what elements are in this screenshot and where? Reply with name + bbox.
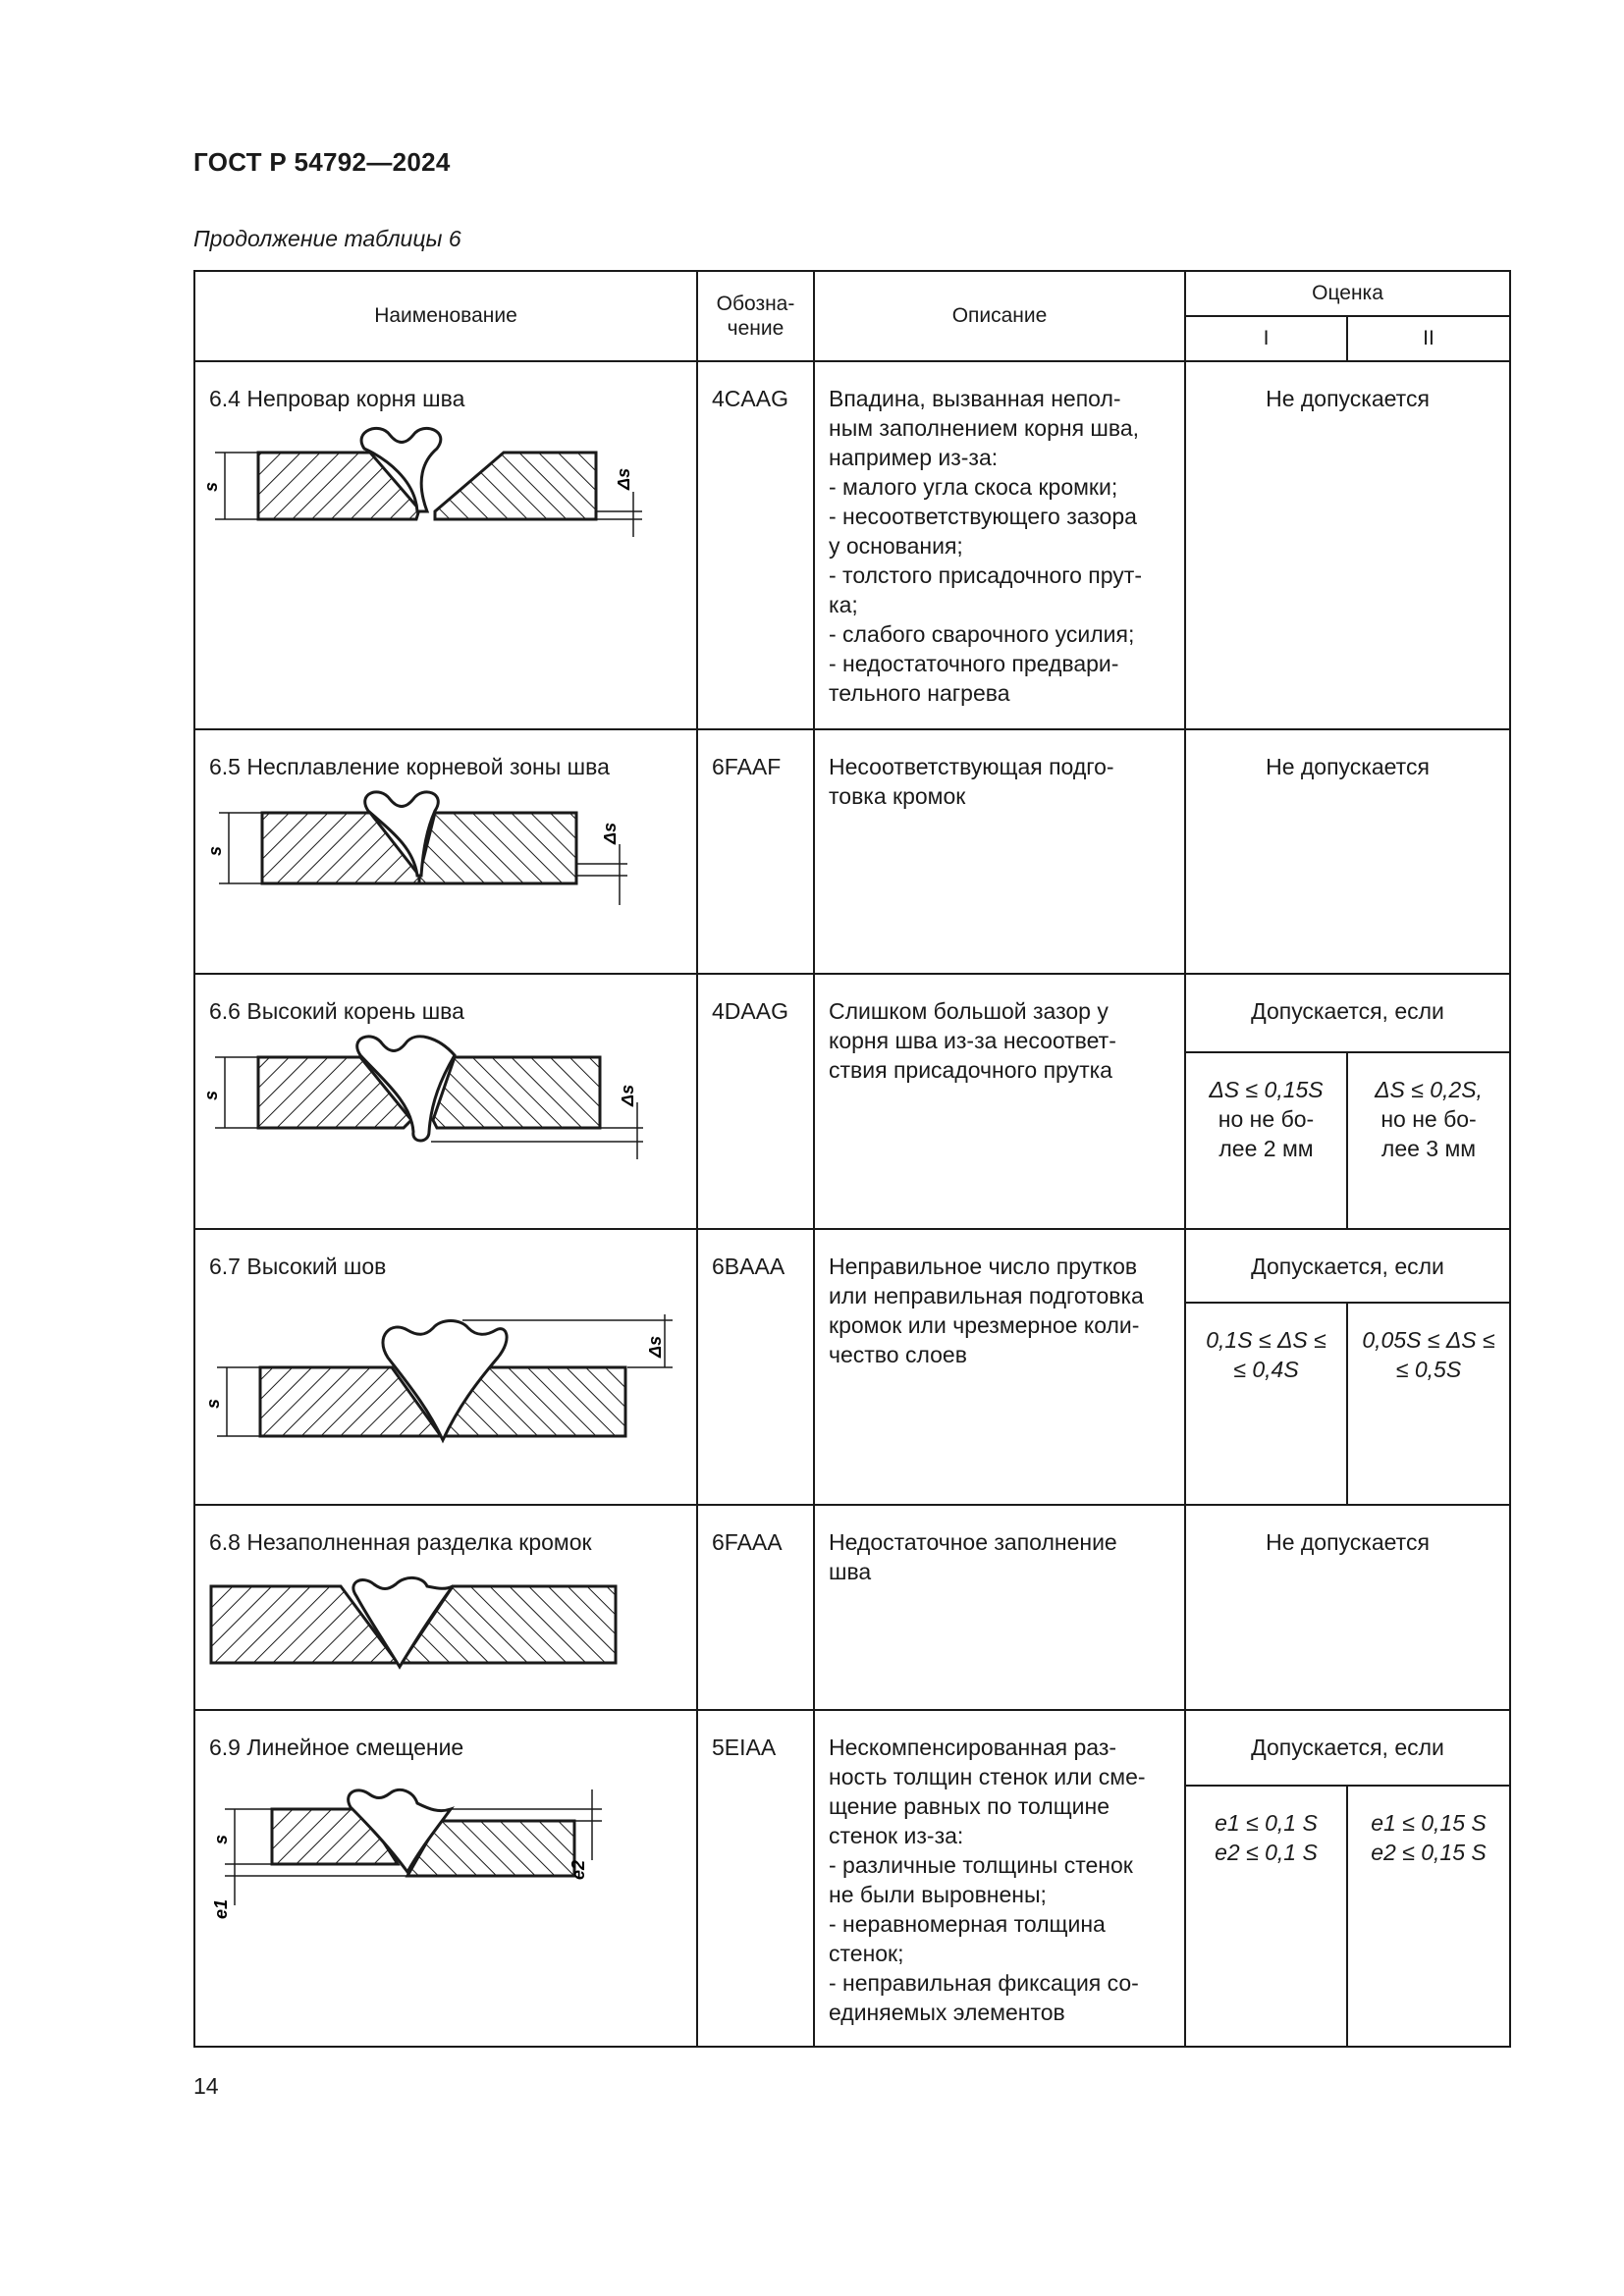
level-1-text: e1 ≤ 0,1 S e2 ≤ 0,1 S: [1215, 1810, 1318, 1865]
header-level-2: II: [1347, 316, 1510, 361]
description-cell: [814, 974, 1185, 1229]
assessment-cell: [1185, 729, 1510, 974]
header-assessment: Оценка: [1185, 271, 1510, 316]
name-cell: [194, 974, 697, 1229]
sketch-label-e1: e1: [211, 1898, 231, 1919]
level-2-cell: [1347, 1303, 1510, 1505]
level-1-cell: [1185, 1786, 1347, 2047]
description-cell: [814, 361, 1185, 729]
assessment-header-cell: [1185, 1229, 1510, 1303]
defect-description: Нескомпенсированная раз- ность толщин стенок или сме- щение равных по толщине стенок из-за: - различные толщины стенок не были выровнены; - неравномерная толщина стенок; - неправильная фиксация со- единяемых элементов: [829, 1735, 1146, 2025]
name-cell: [194, 729, 697, 974]
sketch-label-s: s: [201, 481, 221, 492]
name-cell: [194, 1710, 697, 2047]
header-level-1: I: [1185, 316, 1347, 361]
assessment-text: Не допускается: [1266, 754, 1430, 779]
description-cell: [814, 1710, 1185, 2047]
assessment-text: Допускается, если: [1251, 998, 1444, 1024]
level-2-text: 0,05S ≤ ΔS ≤ ≤ 0,5S: [1362, 1327, 1495, 1382]
sketch-excessive-weld: [195, 1289, 686, 1446]
table-row: [194, 1505, 1510, 1710]
code-cell: [697, 361, 814, 729]
assessment-header-cell: [1185, 974, 1510, 1052]
level-2-text: ΔS ≤ 0,2S, но не бо- лее 3 мм: [1375, 1077, 1483, 1161]
document-title: ГОСТ Р 54792—2024: [193, 147, 451, 177]
sketch-excessive-root: [195, 1034, 686, 1161]
sketch-label-s: s: [205, 845, 225, 856]
assessment-header-cell: [1185, 1710, 1510, 1786]
defect-name: 6.5 Несплавление корневой зоны шва: [209, 754, 610, 779]
sketch-lack-of-root-fusion: [195, 789, 686, 907]
assessment-text: Не допускается: [1266, 386, 1430, 411]
table-row: [194, 1710, 1510, 1786]
name-cell: [194, 1505, 697, 1710]
code-cell: [697, 974, 814, 1229]
code-cell: [697, 729, 814, 974]
assessment-cell: [1185, 1505, 1510, 1710]
defect-description: Слишком большой зазор у корня шва из-за несоответ- ствия присадочного прутка: [829, 998, 1116, 1083]
sketch-label-s: s: [211, 1834, 231, 1844]
code-cell: [697, 1229, 814, 1505]
sketch-label-delta-s: Δs: [600, 822, 620, 844]
assessment-cell: [1185, 361, 1510, 729]
level-1-cell: [1185, 1303, 1347, 1505]
defect-code: 5EIAA: [712, 1735, 777, 1760]
code-cell: [697, 1710, 814, 2047]
defects-table: [193, 270, 1511, 2048]
sketch-label-s: s: [203, 1398, 223, 1409]
defect-description: Впадина, вызванная непол- ным заполнением корня шва, например из-за: - малого угла скоса кромки; - несоответствующего зазора у основания; - толстого присадочного прут- ка; - слабого сварочного усилия; - недостаточного предвари- тельного нагрева: [829, 386, 1142, 706]
defect-code: 6FAAA: [712, 1529, 783, 1555]
header-code: Обозна- чение: [697, 271, 814, 361]
defect-code: 4CAAG: [712, 386, 788, 411]
defect-code: 6BAAA: [712, 1254, 785, 1279]
level-1-cell: [1185, 1052, 1347, 1229]
name-cell: [194, 361, 697, 729]
name-cell: [194, 1229, 697, 1505]
sketch-label-e2: e2: [568, 1859, 588, 1880]
sketch-incompletely-filled-groove: [195, 1565, 686, 1682]
header-description: Описание: [814, 271, 1185, 361]
header-name: Наименование: [194, 271, 697, 361]
defect-code: 4DAAG: [712, 998, 788, 1024]
defect-name: 6.8 Незаполненная разделка кромок: [209, 1529, 592, 1555]
defect-name: 6.9 Линейное смещение: [209, 1735, 464, 1760]
sketch-label-delta-s: Δs: [614, 467, 633, 490]
level-1-text: 0,1S ≤ ΔS ≤ ≤ 0,4S: [1206, 1327, 1326, 1382]
assessment-text: Допускается, если: [1251, 1735, 1444, 1760]
defect-name: 6.6 Высокий корень шва: [209, 998, 464, 1024]
level-2-text: e1 ≤ 0,15 S e2 ≤ 0,15 S: [1371, 1810, 1487, 1865]
code-cell: [697, 1505, 814, 1710]
table-caption: Продолжение таблицы 6: [193, 226, 461, 251]
page-number: 14: [193, 2073, 219, 2099]
level-1-text: ΔS ≤ 0,15S но не бо- лее 2 мм: [1209, 1077, 1324, 1161]
assessment-text: Не допускается: [1266, 1529, 1430, 1555]
defect-name: 6.7 Высокий шов: [209, 1254, 387, 1279]
description-cell: [814, 1505, 1185, 1710]
sketch-label-s: s: [201, 1090, 221, 1100]
table-row: [194, 729, 1510, 974]
description-cell: [814, 729, 1185, 974]
level-2-cell: [1347, 1052, 1510, 1229]
level-2-cell: [1347, 1786, 1510, 2047]
defect-description: Неправильное число прутков или неправильная подготовка кромок или чрезмерное коли- чество слоев: [829, 1254, 1144, 1367]
assessment-text: Допускается, если: [1251, 1254, 1444, 1279]
sketch-linear-misalignment: [195, 1770, 686, 1927]
defect-name: 6.4 Непровар корня шва: [209, 386, 465, 411]
defect-description: Несоответствующая подго- товка кромок: [829, 754, 1114, 809]
description-cell: [814, 1229, 1185, 1505]
table-row: [194, 361, 1510, 729]
table-row: [194, 1229, 1510, 1303]
table-row: [194, 974, 1510, 1052]
sketch-label-delta-s: Δs: [645, 1335, 665, 1358]
sketch-incomplete-root-penetration: [195, 421, 686, 539]
defect-description: Недостаточное заполнение шва: [829, 1529, 1117, 1584]
defect-code: 6FAAF: [712, 754, 782, 779]
sketch-label-delta-s: Δs: [618, 1084, 637, 1106]
